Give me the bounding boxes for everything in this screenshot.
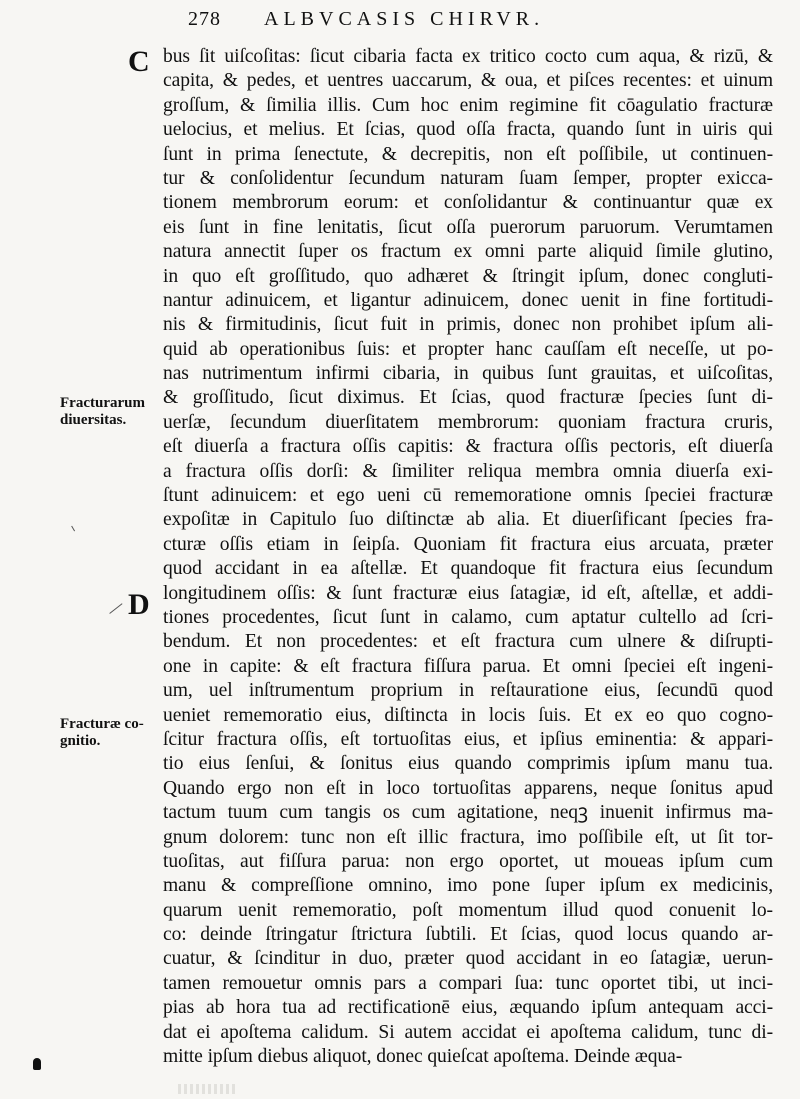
text-line: quod accidant in ea aſtellæ. Et quandoque fit fractura eius ſecundum bbox=[163, 558, 773, 580]
text-line: in quo eſt groſſitudo, quo adhæret & ſtringit ipſum, donec congluti- bbox=[163, 265, 773, 287]
text-line: ſcitur fractura oſſis, eſt tortuoſitas eius, et ipſius eminentia: & appari- bbox=[163, 728, 773, 750]
text-line: natura annectit ſuper os fractum ex omni parte aliquid ſimile glutino, bbox=[163, 241, 773, 263]
text-line: gnum dolorem: tunc non eſt illic fractura, imo poſſibile eſt, ut ſit tor- bbox=[163, 826, 773, 848]
text-line: longitudinem oſſis: & ſunt fracturæ eius ſatagiæ, id eſt, aſtellæ, et addi- bbox=[163, 582, 773, 604]
text-line: tiones procedentes, ſicut ſunt in calamo, cum aptatur cultello ad ſcri- bbox=[163, 606, 773, 628]
ink-mark bbox=[71, 526, 75, 532]
body-text bbox=[163, 45, 773, 1069]
text-line: nantur adinuicem, et ligantur adinuicem, donec uenit in fine fortitudi- bbox=[163, 289, 773, 311]
text-line: capita, & pedes, et uentres uaccarum, & oua, et piſces recentes: et uinum bbox=[163, 70, 773, 92]
margin-note-line: Fracturæ co- bbox=[60, 716, 144, 732]
text-line: ueniet rememoratio eius, diſtincta in locis ſuis. Et ex eo quo cogno- bbox=[163, 704, 773, 726]
text-line: ſunt in prima ſenectute, & decrepitis, non eſt poſſibile, ut continuen- bbox=[163, 143, 773, 165]
section-letter-d: D bbox=[128, 588, 150, 621]
text-line: nas nutrimentum infirmi cibaria, in quibus ſunt grauitas, et uiſcoſitas, bbox=[163, 363, 773, 385]
text-line: tuoſitas, aut fiſſura parua: non ergo oportet, ut moueas ipſum cum bbox=[163, 850, 773, 872]
text-line: tamen remouetur omnis pars a compari ſua: tunc oportet tibi, ut inci- bbox=[163, 972, 773, 994]
running-title: ALBVCASIS CHIRVR. bbox=[264, 8, 545, 30]
ink-mark bbox=[109, 603, 122, 614]
text-line: tio eius ſenſui, & ſonitus eius quando comprimis ipſum manu tua. bbox=[163, 753, 773, 775]
text-line: ſtunt adinuicem: et ego ueni cū rememoratione omnis ſpeciei fracturæ bbox=[163, 485, 773, 507]
text-line: quid ab operationibus ſuis: et propter hanc cauſſam eſt neceſſe, ut po- bbox=[163, 338, 773, 360]
text-line: eis ſunt in fine lenitatis, ſicut oſſa puerorum paruorum. Verumtamen bbox=[163, 216, 773, 238]
text-line: dat ei apoſtema calidum. Si autem accidat ei apoſtema calidum, tunc di- bbox=[163, 1021, 773, 1043]
text-line: pias ab hora tua ad rectificationē eius, æquando ipſum antequam acci- bbox=[163, 997, 773, 1019]
text-line: tur & conſolidentur ſecundum naturam ſuam ſemper, propter exicca- bbox=[163, 167, 773, 189]
text-line: um, uel inſtrumentum proprium in reſtauratione eius, ſecundū quod bbox=[163, 680, 773, 702]
margin-note-line: diuersitas. bbox=[60, 412, 127, 428]
text-line: manu & compreſſione omnino, imo pone ſuper ipſum ex medicinis, bbox=[163, 875, 773, 897]
show-through-bleed bbox=[178, 1084, 238, 1094]
text-line: groſſum, & ſimilia illis. Cum hoc enim regimine fit cōagulatio fracturæ bbox=[163, 94, 773, 116]
text-line: tactum tuum cum tangis os cum agitatione, neqꝫ inuenit infirmus ma- bbox=[163, 802, 773, 824]
text-line: uelocius, et melius. Et ſcias, quod oſſa fracta, quando ſunt in uiris qui bbox=[163, 119, 773, 141]
text-line: co: deinde ſtringatur ſtrictura ſubtili. Et ſcias, quod locus quando ar- bbox=[163, 924, 773, 946]
text-line: expoſitæ in Capitulo ſuo diſtinctæ ab alia. Et diuerſificant ſpecies fra- bbox=[163, 509, 773, 531]
margin-note-line: gnitio. bbox=[60, 733, 101, 749]
text-line: bendum. Et non procedentes: et eſt fractura cum ulnere & diſrupti- bbox=[163, 631, 773, 653]
text-line: nis & firmitudinis, ſicut fuit in primis, donec non prohibet ipſum ali- bbox=[163, 314, 773, 336]
text-line: mitte ipſum diebus aliquot, donec quieſcat apoſtema. Deinde æqua- bbox=[163, 1046, 683, 1068]
margin-note-line: Fracturarum bbox=[60, 395, 145, 411]
text-line: quarum uenit rememoratio, poſt momentum illud quod conuenit lo- bbox=[163, 899, 773, 921]
text-line: bus ſit uiſcoſitas: ſicut cibaria facta ex tritico cocto cum aqua, & rizū, & bbox=[163, 46, 773, 67]
text-line: uerſæ, ſecundum diuerſitatem membrorum: quoniam fractura cruris, bbox=[163, 411, 773, 433]
margin-note-cognitio bbox=[60, 716, 160, 750]
running-head bbox=[188, 4, 748, 34]
text-line: one in capite: & eſt fractura fiſſura parua. Et omni ſpeciei eſt ingeni- bbox=[163, 655, 773, 677]
text-line: eſt diuerſa a fractura oſſis capitis: & fractura oſſis pectoris, eſt diuerſa bbox=[163, 436, 773, 458]
text-line: & groſſitudo, ſicut diximus. Et ſcias, quod fracturæ ſpecies ſunt di- bbox=[163, 387, 773, 409]
section-letter-c: C bbox=[128, 45, 150, 78]
margin-note-fracturarum bbox=[60, 395, 160, 429]
text-line: cturæ oſſis etiam in ſeipſa. Quoniam fit fractura eius arcuata, præter bbox=[163, 533, 773, 555]
text-line: Quando ergo non eſt in loco tortuoſitas apparens, neque ſonitus apud bbox=[163, 777, 773, 799]
page-number: 278 bbox=[188, 8, 221, 30]
text-line: a fractura oſſis dorſi: & ſimiliter reliqua membra omnia diuerſa exi- bbox=[163, 460, 773, 482]
text-line: tionem membrorum eorum: et conſolidantur & continuantur quæ ex bbox=[163, 192, 773, 214]
text-line: cuatur, & ſcinditur in duo, præter quod accidant in eo ſatagiæ, uerun- bbox=[163, 948, 773, 970]
ink-blot bbox=[33, 1058, 41, 1070]
